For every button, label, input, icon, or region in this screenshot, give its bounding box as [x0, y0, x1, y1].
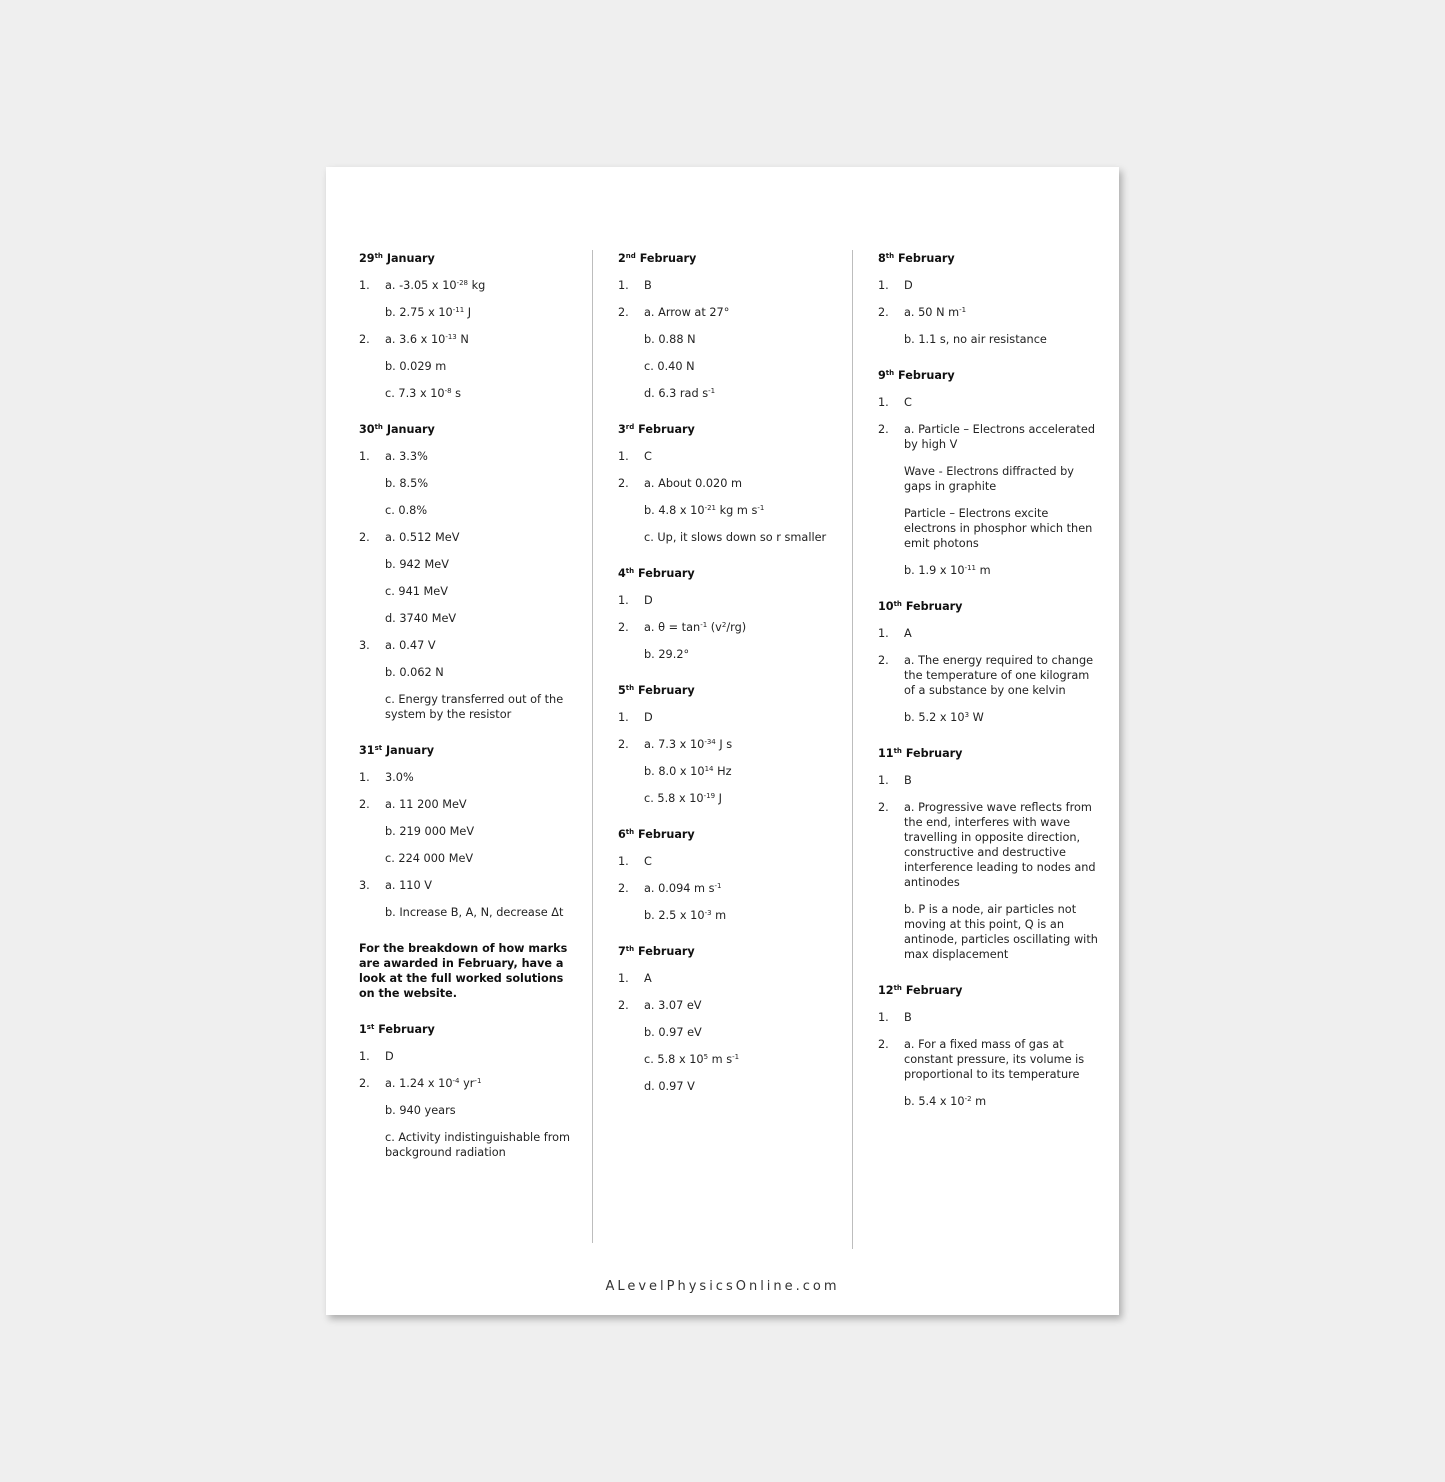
answer-line	[878, 563, 1103, 578]
answer-line	[878, 773, 1103, 788]
answer-line	[618, 998, 843, 1013]
answer-line	[878, 464, 1103, 494]
answer-text: a. 3.07 eV	[644, 999, 702, 1012]
answer-line	[878, 506, 1103, 551]
question-number: 2.	[878, 654, 889, 667]
day-section	[618, 566, 843, 662]
answer-text: b. 8.0 x $10^{14}$ Hz	[644, 765, 732, 778]
answer-text: b. 1.1 s, no air resistance	[904, 333, 1047, 346]
answer-text: c. 0.8%	[385, 504, 428, 517]
question-number: 3.	[359, 879, 370, 892]
answer-text: a. Particle – Electrons accelerated by high V	[904, 423, 1095, 451]
answer-text: d. 6.3 rad $s^{-1}$	[644, 387, 716, 400]
day-heading: 5th February	[618, 684, 695, 697]
answer-line	[618, 305, 843, 320]
answer-line	[359, 1076, 579, 1091]
question-number: 2.	[878, 801, 889, 814]
answer-line	[618, 737, 843, 752]
answer-text: b. 219 000 MeV	[385, 825, 475, 838]
answer-line	[359, 824, 579, 839]
question-number: 1.	[878, 279, 889, 292]
column-divider	[592, 250, 593, 1243]
answer-text: c. 941 MeV	[385, 585, 448, 598]
answer-line	[618, 647, 843, 662]
answer-line	[618, 476, 843, 491]
answer-line	[359, 449, 579, 464]
day-section	[359, 1022, 579, 1160]
question-number: 2.	[878, 306, 889, 319]
day-heading: 30th January	[359, 423, 435, 436]
answer-text: b. P is a node, air particles not moving at this point, Q is an antinode, particles oscillating with max displacement	[904, 903, 1098, 961]
answer-text: Wave - Electrons diffracted by gaps in graphite	[904, 465, 1074, 493]
answer-text: b. 29.2°	[644, 648, 690, 661]
answer-line	[878, 1037, 1103, 1082]
answer-text: b. 2.75 x $10^{-11}$ J	[385, 306, 472, 319]
day-heading: 3rd February	[618, 423, 695, 436]
answer-text: c. Energy transferred out of the system by the resistor	[385, 693, 564, 721]
question-number: 1.	[359, 279, 370, 292]
answer-line	[359, 1130, 579, 1160]
answer-text: a. For a fixed mass of gas at constant pressure, its volume is proportional to its temperature	[904, 1038, 1085, 1081]
answer-line	[618, 710, 843, 725]
answer-text: d. 3740 MeV	[385, 612, 457, 625]
day-section	[878, 746, 1103, 962]
day-heading: 4th February	[618, 567, 695, 580]
answer-line	[359, 305, 579, 320]
answer-text: b. 0.062 N	[385, 666, 444, 679]
answer-text: a. 0.094 m $s^{-1}$	[644, 882, 722, 895]
answer-text: a. 50 N $m^{-1}$	[904, 306, 967, 319]
question-number: 2.	[618, 999, 629, 1012]
answer-sheet	[326, 167, 1119, 1315]
answer-text: a. 3.3%	[385, 450, 428, 463]
answer-text: 3.0%	[385, 771, 414, 784]
answer-text: A	[644, 972, 652, 985]
question-number: 2.	[618, 621, 629, 634]
answer-text: D	[644, 594, 653, 607]
answer-text: b. 940 years	[385, 1104, 456, 1117]
answer-line	[359, 611, 579, 626]
answer-text: C	[904, 396, 912, 409]
question-number: 1.	[618, 972, 629, 985]
answer-line	[618, 278, 843, 293]
answer-line	[878, 1010, 1103, 1025]
question-number: 2.	[878, 1038, 889, 1051]
answer-line	[878, 305, 1103, 320]
answer-line	[618, 908, 843, 923]
day-section	[618, 251, 843, 401]
answer-line	[618, 593, 843, 608]
day-heading: 11th February	[878, 747, 963, 760]
answer-text: c. 0.40 N	[644, 360, 695, 373]
day-heading: 7th February	[618, 945, 695, 958]
answer-text: b. 8.5%	[385, 477, 429, 490]
answer-text: b. 0.029 m	[385, 360, 447, 373]
day-heading: 1st February	[359, 1023, 435, 1036]
question-number: 1.	[618, 450, 629, 463]
question-number: 2.	[878, 423, 889, 436]
day-heading: 6th February	[618, 828, 695, 841]
answer-line	[359, 1049, 579, 1064]
day-heading: 2nd February	[618, 252, 697, 265]
question-number: 2.	[359, 531, 370, 544]
answer-line	[359, 359, 579, 374]
question-number: 2.	[618, 882, 629, 895]
question-number: 2.	[359, 798, 370, 811]
answer-line	[618, 854, 843, 869]
answer-line	[878, 332, 1103, 347]
answer-line	[878, 800, 1103, 890]
day-section	[359, 251, 579, 401]
question-number: 1.	[618, 594, 629, 607]
question-number: 2.	[618, 306, 629, 319]
day-section	[878, 983, 1103, 1109]
answer-text: b. 0.88 N	[644, 333, 696, 346]
answer-line	[878, 395, 1103, 410]
answer-line	[359, 1103, 579, 1118]
question-number: 2.	[618, 738, 629, 751]
answer-text: a. 110 V	[385, 879, 432, 892]
question-number: 2.	[359, 1077, 370, 1090]
question-number: 1.	[618, 711, 629, 724]
answer-line	[618, 332, 843, 347]
answer-line	[878, 710, 1103, 725]
answer-line	[359, 476, 579, 491]
answer-line	[878, 902, 1103, 962]
day-section	[878, 599, 1103, 725]
answer-text: a. 1.24 x $10^{-4}$ $yr^{-1}$	[385, 1077, 482, 1090]
answer-text: b. 5.4 x $10^{-2}$ m	[904, 1095, 987, 1108]
answer-line	[618, 791, 843, 806]
day-section	[618, 827, 843, 923]
answer-text: B	[904, 1011, 912, 1024]
answer-line	[618, 971, 843, 986]
answer-line	[359, 905, 579, 920]
answer-text: D	[385, 1050, 394, 1063]
answer-line	[359, 278, 579, 293]
day-section	[618, 944, 843, 1094]
day-heading: 31st January	[359, 744, 435, 757]
answer-text: b. 942 MeV	[385, 558, 449, 571]
answer-line	[878, 626, 1103, 641]
question-number: 1.	[618, 855, 629, 868]
day-heading: 8th February	[878, 252, 955, 265]
answer-line	[618, 1079, 843, 1094]
answer-line	[359, 770, 579, 785]
column-3	[878, 251, 1103, 1130]
question-number: 1.	[359, 450, 370, 463]
answer-text: a. 0.512 MeV	[385, 531, 460, 544]
answer-line	[618, 1025, 843, 1040]
answer-line	[359, 530, 579, 545]
question-number: 1.	[359, 771, 370, 784]
answer-text: a. 3.6 x $10^{-13}$ N	[385, 333, 469, 346]
answer-text: C	[644, 450, 652, 463]
answer-line	[359, 692, 579, 722]
day-section	[878, 251, 1103, 347]
answer-line	[618, 503, 843, 518]
answer-line	[618, 620, 843, 635]
answer-text: b. 4.8 x $10^{-21}$ kg m $s^{-1}$	[644, 504, 765, 517]
answer-text: a. 0.47 V	[385, 639, 436, 652]
answer-line	[359, 386, 579, 401]
question-number: 1.	[618, 279, 629, 292]
answer-text: b. Increase B, A, N, decrease Δt	[385, 906, 564, 919]
answer-text: a. Arrow at 27°	[644, 306, 730, 319]
answer-line	[878, 278, 1103, 293]
answer-line	[618, 764, 843, 779]
answer-line	[359, 503, 579, 518]
day-heading: 29th January	[359, 252, 435, 265]
answer-text: b. 2.5 x $10^{-3}$ m	[644, 909, 727, 922]
answer-line	[618, 359, 843, 374]
answer-line	[359, 797, 579, 812]
question-number: 3.	[359, 639, 370, 652]
answer-line	[359, 638, 579, 653]
answer-line	[618, 881, 843, 896]
question-number: 2.	[359, 333, 370, 346]
column-divider	[852, 250, 853, 1249]
question-number: 1.	[359, 1050, 370, 1063]
answer-line	[359, 665, 579, 680]
question-number: 1.	[878, 774, 889, 787]
answer-text: c. 224 000 MeV	[385, 852, 474, 865]
answer-text: a. $\theta = \tan^{-1} (v^2/rg)$	[644, 621, 747, 634]
answer-text: a. The energy required to change the temperature of one kilogram of a substance by one kelvin	[904, 654, 1094, 697]
day-heading: 9th February	[878, 369, 955, 382]
answer-text: Particle – Electrons excite electrons in phosphor which then emit photons	[904, 507, 1093, 550]
day-section	[878, 368, 1103, 578]
answer-text: c. 7.3 x $10^{-8}$ s	[385, 387, 462, 400]
answer-text: b. 0.97 eV	[644, 1026, 702, 1039]
question-number: 1.	[878, 396, 889, 409]
answer-text: b. 5.2 x $10^3$ W	[904, 711, 984, 724]
website-footer: ALevelPhysicsOnline.com	[605, 1279, 840, 1294]
answer-line	[878, 422, 1103, 452]
answer-text: d. 0.97 V	[644, 1080, 695, 1093]
marks-note: For the breakdown of how marks are awarded in February, have a look at the full worked solutions on the website.	[359, 942, 568, 1000]
answer-text: c. 5.8 x $10^5$ m $s^{-1}$	[644, 1053, 740, 1066]
answer-line	[618, 1052, 843, 1067]
day-section	[618, 683, 843, 806]
answer-text: C	[644, 855, 652, 868]
answer-text: a. -3.05 x $10^{-28}$ kg	[385, 279, 486, 292]
answer-line	[878, 1094, 1103, 1109]
question-number: 1.	[878, 1011, 889, 1024]
answer-line	[359, 878, 579, 893]
answer-text: A	[904, 627, 912, 640]
answer-text: D	[644, 711, 653, 724]
answer-text: c. 5.8 x $10^{-19}$ J	[644, 792, 722, 805]
answer-text: c. Up, it slows down so r smaller	[644, 531, 827, 544]
answer-text: B	[644, 279, 652, 292]
answer-text: c. Activity indistinguishable from background radiation	[385, 1131, 571, 1159]
answer-text: a. About 0.020 m	[644, 477, 743, 490]
answer-line	[359, 851, 579, 866]
answer-text: D	[904, 279, 913, 292]
answer-line	[359, 557, 579, 572]
answer-line	[618, 530, 843, 545]
answer-line	[618, 449, 843, 464]
day-heading: 12th February	[878, 984, 963, 997]
answer-text: B	[904, 774, 912, 787]
answer-text: a. 7.3 x $10^{-34}$ J s	[644, 738, 733, 751]
answer-line	[359, 584, 579, 599]
answer-text: a. Progressive wave reflects from the end, interferes with wave travelling in opposite direction, constructive and destructive interference leading to nodes and antinodes	[904, 801, 1096, 889]
answer-line	[618, 386, 843, 401]
answer-text: a. 11 200 MeV	[385, 798, 467, 811]
day-section	[359, 422, 579, 722]
answer-text: b. 1.9 x $10^{-11}$ m	[904, 564, 991, 577]
day-heading: 10th February	[878, 600, 963, 613]
day-section	[618, 422, 843, 545]
column-2	[618, 251, 843, 1115]
question-number: 1.	[878, 627, 889, 640]
answer-line	[359, 332, 579, 347]
question-number: 2.	[618, 477, 629, 490]
column-1	[359, 251, 579, 1181]
answer-line	[878, 653, 1103, 698]
day-section	[359, 743, 579, 920]
